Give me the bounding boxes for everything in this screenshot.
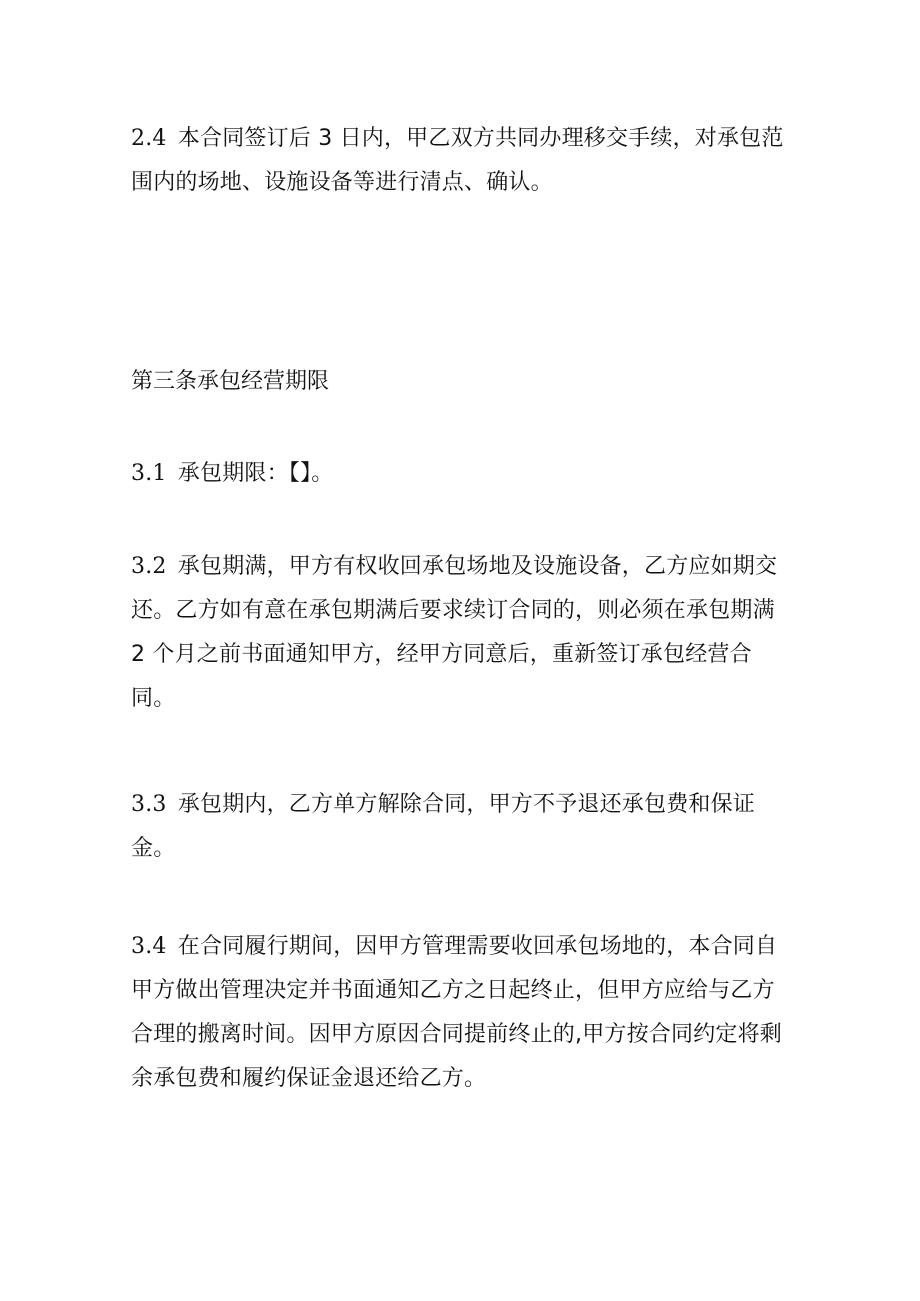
clause-3-1 (131, 452, 793, 496)
clause-text: 承包期满，甲方有权收回承包场地及设施设备，乙方应如期交还。乙方如有意在承包期满后要求续订合同的，则必须在承包期满 2 个月之前书面通知甲方，经甲方同意后，重新签订承包经营合同。 (131, 554, 778, 711)
clause-text: 承包期内，乙方单方解除合同，甲方不予退还承包费和保证金。 (131, 792, 755, 861)
clause-number: 3.1 (131, 461, 167, 486)
clause-number: 3.2 (131, 554, 167, 579)
clause-3-4 (131, 925, 793, 1101)
article-3-title: 第三条承包经营期限 (131, 369, 330, 394)
clause-number: 2.4 (131, 126, 167, 151)
clause-2-4 (131, 117, 793, 205)
clause-text: 承包期限：【】。 (177, 461, 334, 486)
clause-number: 3.3 (131, 792, 167, 817)
clause-text: 本合同签订后 3 日内，甲乙双方共同办理移交手续，对承包范围内的场地、设施设备等进行清点、确认。 (131, 126, 784, 195)
clause-text: 在合同履行期间，因甲方管理需要收回承包场地的，本合同自甲方做出管理决定并书面通知乙方之日起终止，但甲方应给与乙方合理的搬离时间。因甲方原因合同提前终止的,甲方按合同约定将剩余承包费和履约保证金退还给乙方。 (131, 934, 782, 1091)
clause-3-2 (131, 545, 793, 721)
clause-3-3 (131, 783, 793, 871)
clause-number: 3.4 (131, 934, 167, 959)
